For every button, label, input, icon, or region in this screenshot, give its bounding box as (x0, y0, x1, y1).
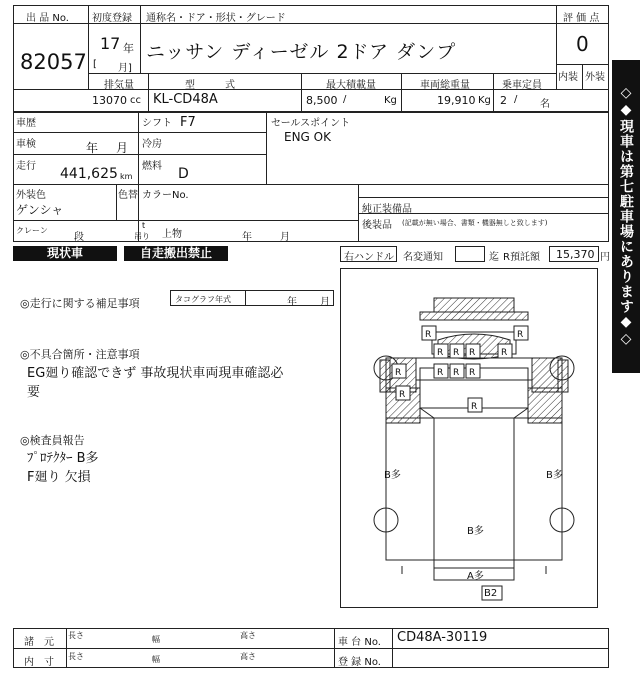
damage-mark-r: R (517, 330, 524, 340)
history-label: 車歴 (16, 118, 36, 129)
recycle-label: R預託額 (503, 252, 540, 263)
aftermarket-note: (記載が無い場合、書類・機器無しと致します) (402, 219, 548, 227)
model-label: 型 式 (185, 80, 235, 91)
interior-length-label: 長さ (68, 652, 84, 661)
lot-label: 出 品 No. (26, 13, 69, 24)
mileage-label: 走行 (16, 161, 36, 172)
parking-location-banner: ◇◆現車は第七駐車場にあります◆◇ (612, 60, 640, 373)
interior-height-label: 高さ (240, 652, 256, 661)
first-reg-label: 初度登録 (92, 13, 132, 24)
bumper-mark: B2 (484, 588, 498, 599)
model-value: KL-CD48A (153, 92, 218, 107)
crane-label: クレーン (16, 226, 48, 235)
running-notes-label: ◎走行に関する補足事項 (20, 297, 140, 310)
maxload-value: 8,500 (306, 94, 338, 107)
capacity-label: 乗車定員 (502, 80, 542, 91)
maxload-unit: Kg (384, 95, 397, 106)
damage-mark-r: R (471, 402, 478, 412)
mileage-unit: km (120, 172, 133, 181)
recycle-fee-value: 15,370 (556, 248, 595, 261)
bed-mark: B多 (467, 526, 484, 537)
name-change-box (455, 246, 485, 262)
maxload-slash: / (343, 94, 347, 105)
damage-mark-r: R (437, 368, 444, 378)
self-drive-prohibited-badge: 自走搬出禁止 (124, 246, 228, 261)
damage-mark-r: R (425, 330, 432, 340)
inspection-year-unit: 年 (86, 141, 99, 155)
tacho-month-unit: 月 (320, 297, 330, 308)
lot-number: 82057 (20, 50, 87, 74)
score-label: 評 価 点 (563, 13, 600, 24)
color-value: ゲンシャ (16, 203, 64, 217)
shift-value: F7 (180, 115, 196, 130)
damage-mark-r: R (395, 368, 402, 378)
gross-weight-label: 車両総重量 (420, 80, 470, 91)
inspector-line-1: ﾌﾟﾛﾃｸﾀｰ B多 (27, 451, 99, 466)
upper-year-unit: 年 (242, 232, 252, 243)
gross-weight-value: 19,910 (437, 94, 476, 107)
damage-mark-r: R (469, 348, 476, 358)
capacity-value: 2 (500, 94, 507, 107)
right-side-mark: B多 (546, 470, 563, 481)
gross-weight-unit: Kg (478, 95, 491, 106)
chassis-label: 車 台 No. (338, 637, 381, 648)
odometer-mark: 迄 (489, 252, 499, 263)
exterior-score-label: 外装 (585, 72, 605, 83)
fuel-label: 燃料 (142, 161, 162, 172)
interior-dims-label: 内 寸 (24, 657, 54, 668)
yen-unit: 円 (600, 252, 610, 263)
rear-mark: A多 (467, 571, 484, 582)
upper-month-unit: 月 (280, 232, 290, 243)
vehicle-name-label: 通称名・ドア・形状・グレード (146, 13, 286, 24)
dims-width-label: 幅 (152, 635, 160, 644)
defects-label: ◎不具合箇所・注意事項 (20, 348, 140, 361)
inspection-month-unit: 月 (116, 141, 129, 155)
registration-label: 登 録 No. (338, 657, 381, 668)
inspection-label: 車検 (16, 139, 36, 150)
sales-point-label: セールスポイント (271, 118, 351, 129)
crane-step-unit: 段 (74, 232, 84, 243)
defects-line-2: 要 (27, 385, 41, 400)
aftermarket-label: 後装品 (362, 220, 392, 231)
first-reg-year-unit: 年 (123, 42, 134, 55)
color-label: 外装色 (16, 190, 46, 201)
mileage-value: 441,625 (60, 166, 118, 182)
right-hand-label: 右ハンドル (344, 252, 394, 263)
name-change-label: 名変通知 (403, 252, 443, 263)
left-side-mark: B多 (384, 470, 401, 481)
inspector-line-2: F廻り 欠損 (27, 470, 91, 485)
tacho-label: タコグラフ年式 (175, 295, 231, 304)
damage-mark-r: R (501, 348, 508, 358)
defects-line-1: EG廻り確認できず 事故現状車両現車確認必 (27, 366, 284, 381)
capacity-unit: 名 (540, 99, 550, 110)
displacement-unit: cc (130, 95, 141, 106)
displacement-label: 排気量 (104, 80, 134, 91)
first-reg-month-bracket: [ (93, 59, 97, 70)
sales-point-text: ENG OK (284, 130, 331, 144)
damage-mark-r: R (469, 368, 476, 378)
first-reg-year: 17 (100, 34, 121, 53)
damage-mark-r: R (453, 368, 460, 378)
damage-mark-r: R (399, 390, 406, 400)
upper-label: 上物 (162, 229, 182, 240)
ac-label: 冷房 (142, 139, 162, 150)
tacho-year-unit: 年 (287, 297, 297, 308)
genuine-equipment-label: 純正装備品 (362, 204, 412, 215)
score-value: 0 (576, 32, 589, 56)
crane-t-unit: t (142, 221, 146, 230)
crane-lift-unit: 吊り (134, 232, 150, 241)
interior-width-label: 幅 (152, 655, 160, 664)
interior-score-label: 内装 (558, 72, 578, 83)
vehicle-name: ニッサン ディーゼル 2ドア ダンプ (146, 41, 457, 63)
maxload-label: 最大積載量 (326, 80, 376, 91)
truck-diagram (340, 268, 598, 608)
color-change-label: 色替 (118, 190, 138, 201)
fuel-value: D (178, 166, 189, 182)
current-state-badge: 現状車 (13, 246, 117, 261)
color-no-label: カラーNo. (142, 190, 189, 201)
inspector-report-label: ◎検査員報告 (20, 434, 85, 447)
dims-label: 諸 元 (24, 637, 54, 648)
first-reg-month-unit: 月] (118, 63, 132, 74)
displacement-value: 13070 (92, 94, 127, 107)
dims-height-label: 高さ (240, 631, 256, 640)
chassis-number: CD48A-30119 (397, 630, 488, 645)
damage-mark-r: R (437, 348, 444, 358)
shift-label: シフト (142, 118, 172, 129)
dims-length-label: 長さ (68, 631, 84, 640)
damage-mark-r: R (453, 348, 460, 358)
capacity-slash: / (514, 94, 518, 105)
